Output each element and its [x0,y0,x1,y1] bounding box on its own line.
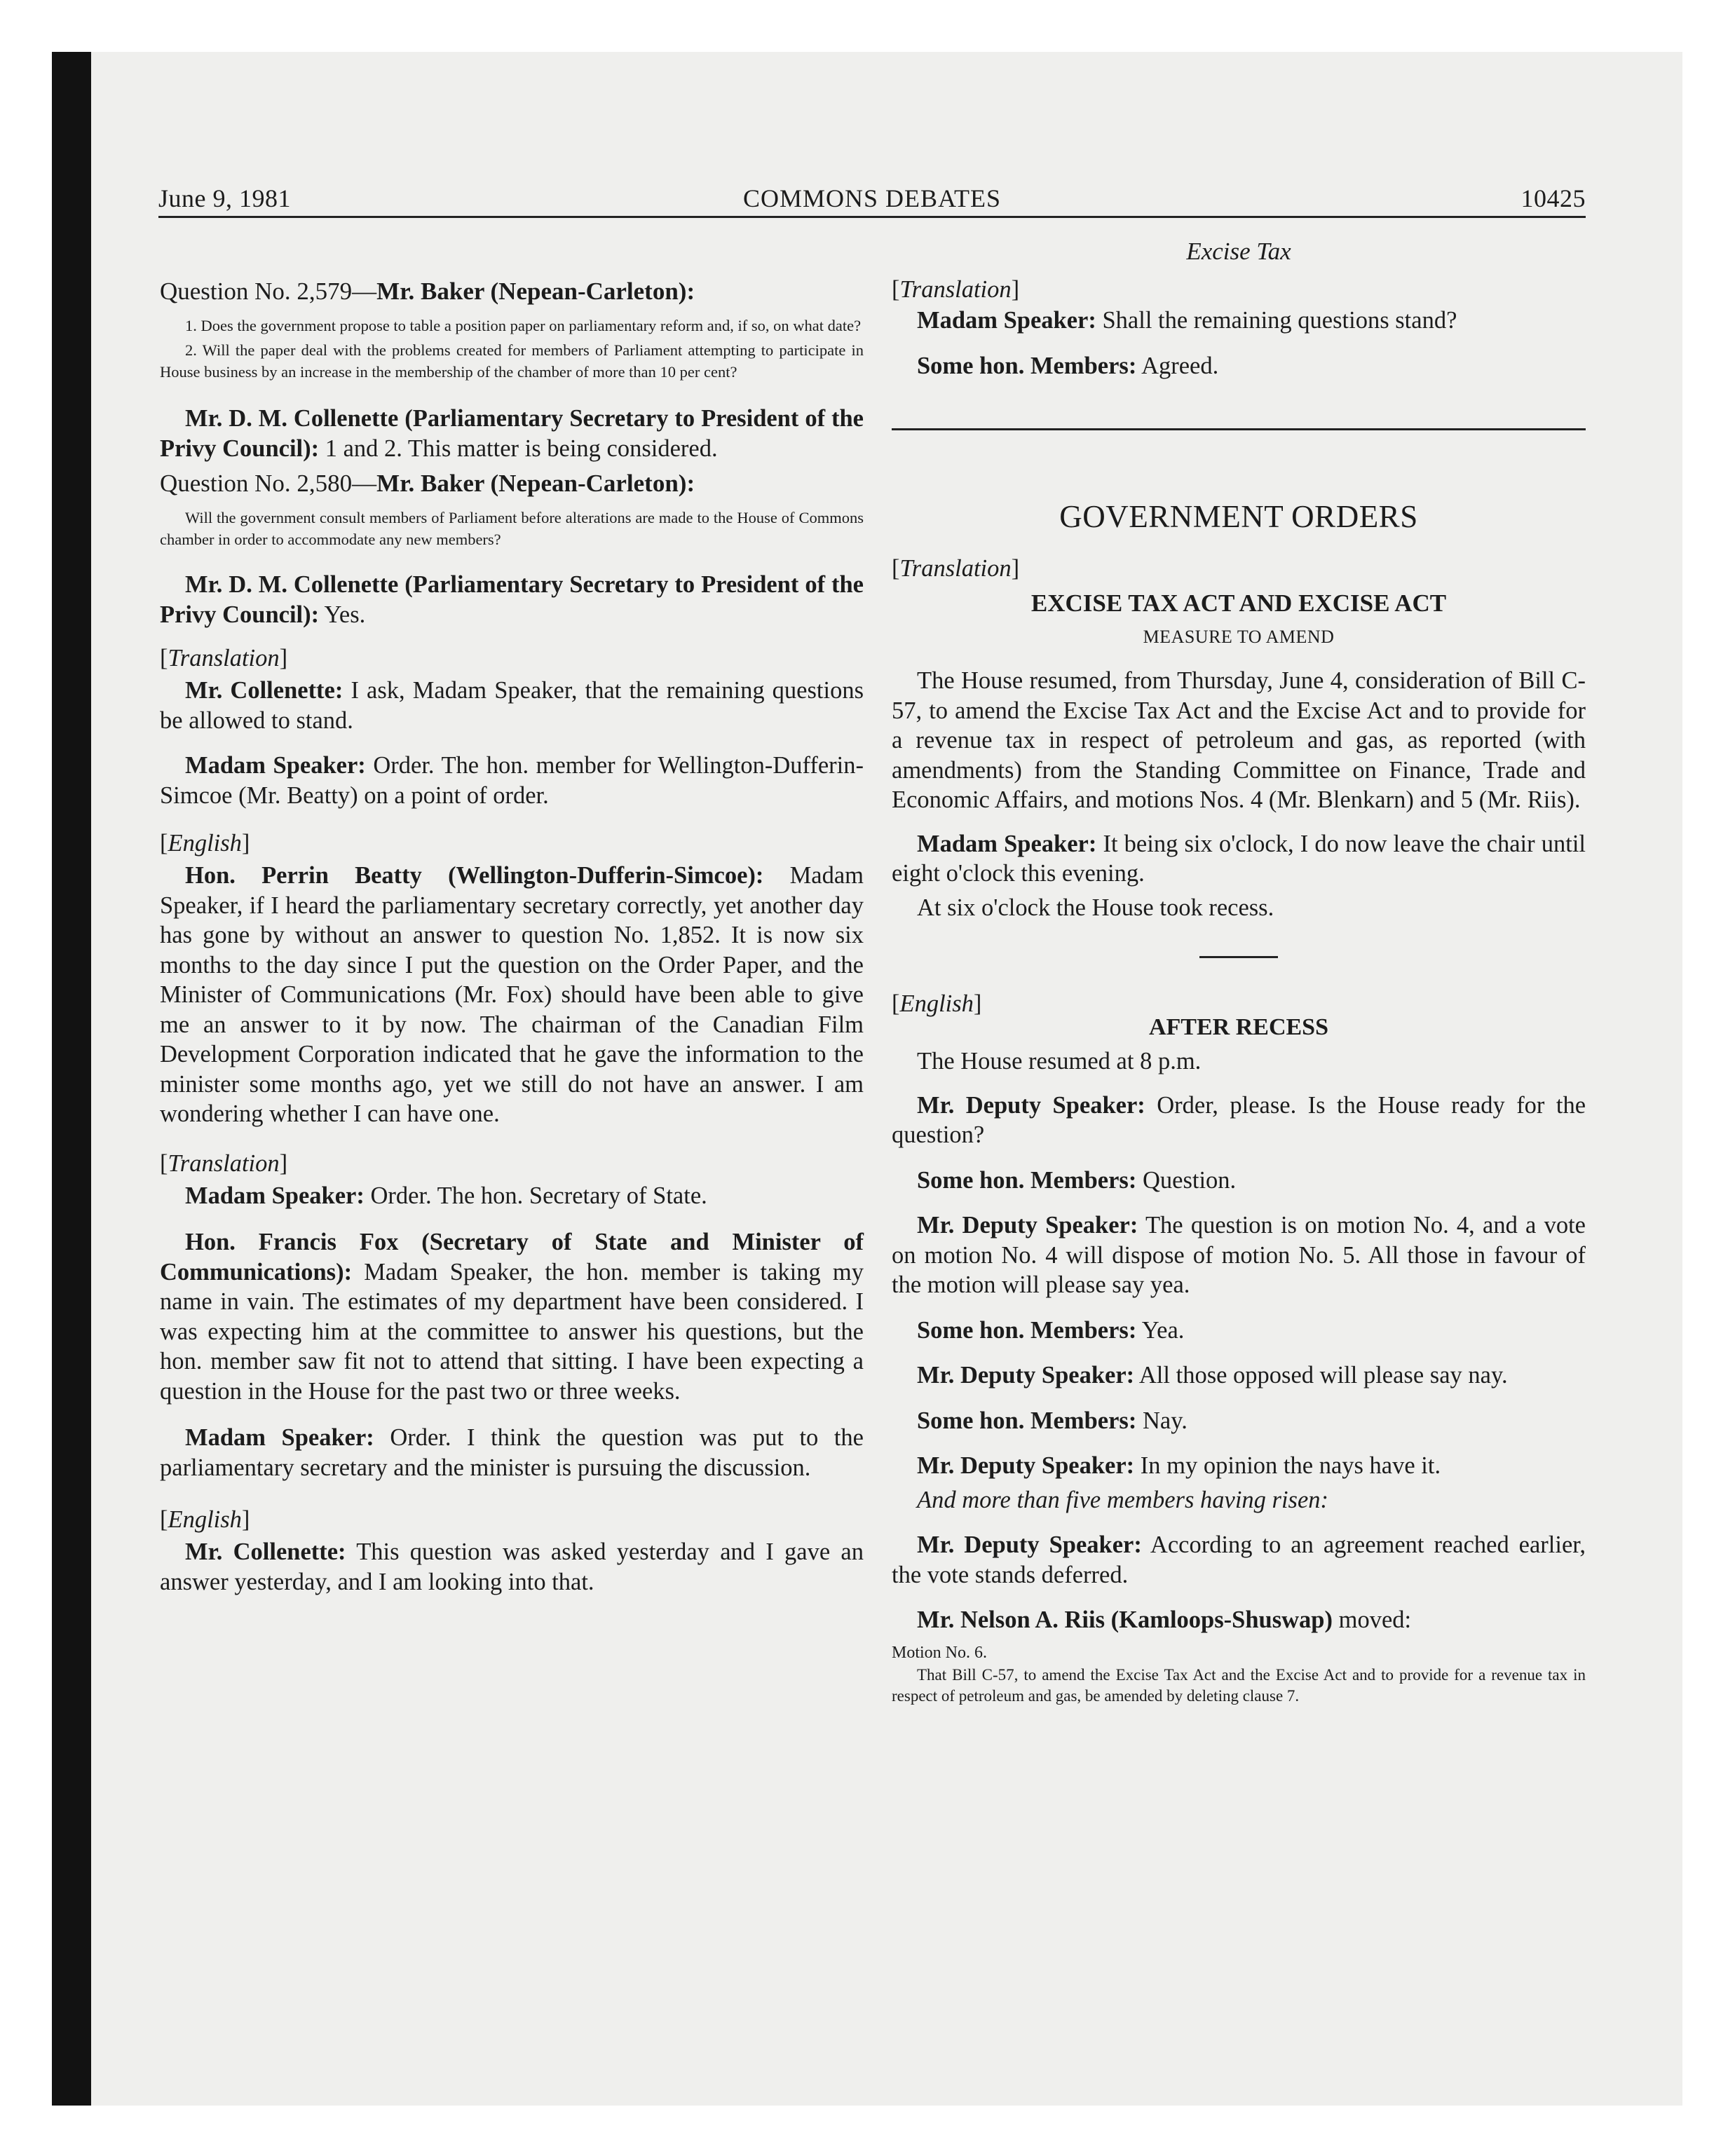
bill-title: EXCISE TAX ACT AND EXCISE ACT [1030,589,1447,617]
speaker-name: Some hon. Members: [917,1407,1137,1434]
speaker-name: Mr. Deputy Speaker: [917,1531,1142,1558]
speech-text: I ask, Madam Speaker, that the remaining questions be allowed to stand. [160,677,864,734]
speech-text: In my opinion the nays have it. [1134,1452,1441,1479]
header-publication: COMMONS DEBATES [742,184,1002,212]
speaker-name: Mr. Deputy Speaker: [917,1452,1135,1479]
speech-text: 1 and 2. This matter is being considered. [319,435,718,462]
deputy-speaker-statement-2 [892,1210,1586,1300]
question-2579-part1: 1. Does the government propose to table a position paper on parliamentary reform and, if so, on what date? [185,317,862,334]
speech-text: According to an agreement reached earlier, the vote stands deferred. [892,1531,1586,1588]
speaker-name: Mr. Collenette: [185,677,343,704]
right-column [892,231,1586,1707]
speaker-name: Madam Speaker: [917,307,1096,334]
deputy-speaker-statement-5 [892,1530,1586,1590]
speaker-name: Mr. D. M. Collenette (Parliamentary Secretary to President of the Privy Council): [160,571,864,628]
madam-speaker-statement-stand [892,306,1586,336]
speech-text: Order. I think the question was put to the parliamentary secretary and the minister is pursuing the discussion. [160,1424,864,1481]
motion-label: Motion No. 6. [892,1643,988,1662]
deputy-speaker-statement-4 [892,1451,1586,1481]
members-nay [892,1406,1586,1436]
speaker-name: Hon. Francis Fox (Secretary of State and Minister of Communications): [160,1229,864,1285]
topic-heading: Excise Tax [1186,238,1291,265]
bill-subtitle: MEASURE TO AMEND [1143,627,1335,647]
page-header [158,184,1586,216]
language-label-translation: [Translation] [160,645,288,671]
speech-text: Shall the remaining questions stand? [1096,307,1457,334]
header-rule [158,216,1586,218]
question-number: Question No. 2,579— [160,278,377,305]
scan-binding-edge [52,52,91,2106]
answer-2580 [160,570,864,629]
header-date: June 9, 1981 [158,184,291,212]
speech-text: It being six o'clock, I do now leave the chair until eight o'clock this evening. [892,830,1586,887]
speech-text: Nay. [1136,1407,1188,1434]
question-member: Mr. Baker (Nepean-Carleton): [376,470,695,497]
members-agreed [892,351,1586,381]
speech-text: Question. [1136,1166,1237,1194]
question-2579-part2: 2. Will the paper deal with the problems created for members of Parliament attempting to participate in House business by an increase in the membership of the chamber of more than 10 per cent? [160,341,864,381]
language-label-text: English [168,830,242,857]
question-2579-heading [160,277,864,306]
speaker-name: Some hon. Members: [917,1316,1137,1344]
language-label-text: Translation [168,1149,280,1177]
speech-text: Order, please. Is the House ready for the question? [892,1091,1586,1148]
speech-text: Yea. [1136,1316,1185,1344]
madam-speaker-statement-2 [160,1181,864,1211]
deputy-speaker-statement-1 [892,1091,1586,1150]
question-number: Question No. 2,580— [160,470,377,497]
members-yea [892,1316,1586,1346]
speaker-name: Madam Speaker: [185,752,366,779]
speech-text: The question is on motion No. 4, and a vote on motion No. 4 will dispose of motion No. 5. All those in favour of the motion will please say yea. [892,1212,1586,1298]
deputy-speaker-statement-3 [892,1360,1586,1391]
members-question [892,1166,1586,1196]
language-label-text: Translation [899,555,1012,582]
riis-moved [892,1605,1586,1635]
speech-text: Order. The hon. member for Wellington-Dufferin-Simcoe (Mr. Beatty) on a point of order. [160,752,864,809]
language-label-translation: [Translation] [892,276,1020,303]
speaker-name: Mr. Deputy Speaker: [917,1212,1138,1239]
short-divider [1199,956,1278,958]
resumed-8pm: The House resumed at 8 p.m. [917,1048,1202,1074]
header-page-number: 10425 [1520,184,1586,212]
language-label-text: English [168,1506,242,1533]
speaker-name: Mr. Nelson A. Riis (Kamloops-Shuswap) [917,1606,1333,1633]
speaker-name: Madam Speaker: [185,1424,374,1451]
left-column [160,231,864,1597]
speaker-name: Mr. D. M. Collenette (Parliamentary Secretary to President of the Privy Council): [160,405,864,462]
motion-text: That Bill C-57, to amend the Excise Tax Act and the Excise Act and to provide for a revenue tax in respect of petroleum and gas, be amended by deleting clause 7. [892,1665,1586,1705]
speaker-name: Mr. Deputy Speaker: [917,1362,1135,1389]
language-label-english: [English] [160,1506,250,1533]
speech-text: This question was asked yesterday and I gave an answer yesterday, and I am looking into that. [160,1538,864,1595]
speaker-name: Some hon. Members: [917,1166,1137,1194]
language-label-text: English [899,990,974,1017]
collenette-statement-1 [160,676,864,735]
madam-speaker-six-oclock [892,829,1586,889]
question-2580-heading [160,469,864,498]
language-label-english: [English] [160,830,250,857]
answer-2579 [160,404,864,463]
members-risen-note: And more than five members having risen: [917,1486,1329,1513]
collenette-statement-2 [160,1537,864,1597]
madam-speaker-statement-3 [160,1423,864,1482]
speech-text: Order. The hon. Secretary of State. [364,1182,707,1209]
fox-statement [160,1227,864,1406]
beatty-statement [160,861,864,1129]
language-label-text: Translation [168,645,280,671]
question-member: Mr. Baker (Nepean-Carleton): [376,278,695,305]
section-title: GOVERNMENT ORDERS [1059,499,1418,534]
language-label-translation: [Translation] [892,555,1020,582]
madam-speaker-statement-1 [160,751,864,810]
section-divider [892,428,1586,430]
speech-text: moved: [1333,1606,1412,1633]
speech-text: Madam Speaker, the hon. member is taking my name in vain. The estimates of my department have been considered. I was expecting him at the committee to answer his questions, but the hon. member saw fit not to attend that sitting. I have been expecting a question in the House for the past two or three weeks. [160,1258,864,1405]
speech-text: Madam Speaker, if I heard the parliamentary secretary correctly, yet another day has gone by without an answer to question No. 1,852. It is now six months to the day since I put the question on the Order Paper, and the Minister of Communications (Mr. Fox) should have been able to give me an answer to it by now. The chairman of the Canadian Film Development Corporation indicated that he gave the information to the minister some months ago, yet we still do not have an answer. I am wondering whether I can have one. [160,862,864,1127]
language-label-text: Translation [899,276,1012,303]
speech-text: Yes. [319,601,366,628]
speaker-name: Madam Speaker: [185,1182,365,1209]
language-label-translation: [Translation] [160,1149,288,1177]
resumed-paragraph: The House resumed, from Thursday, June 4, consideration of Bill C-57, to amend the Excise Tax Act and the Excise Act and to provide for a revenue tax in respect of petroleum and gas, as reported (with amendments) from the Standing Committee on Finance, Trade and Economic Affairs, and motions Nos. 4 (Mr. Blenkarn) and 5 (Mr. Riis). [892,667,1586,813]
speaker-name: Madam Speaker: [917,830,1097,857]
language-label-english: [English] [892,990,982,1017]
speaker-name: Mr. Deputy Speaker: [917,1091,1145,1119]
speaker-name: Hon. Perrin Beatty (Wellington-Dufferin-Simcoe): [185,862,764,889]
recess-note: At six o'clock the House took recess. [917,894,1274,921]
speaker-name: Mr. Collenette: [185,1538,346,1565]
after-recess-heading: AFTER RECESS [1148,1014,1328,1040]
question-2580-text: Will the government consult members of Parliament before alterations are made to the House of Commons chamber in order to accommodate any new members? [160,509,864,548]
speech-text: Agreed. [1136,352,1219,379]
speaker-name: Some hon. Members: [917,352,1137,379]
speech-text: All those opposed will please say nay. [1134,1362,1508,1389]
